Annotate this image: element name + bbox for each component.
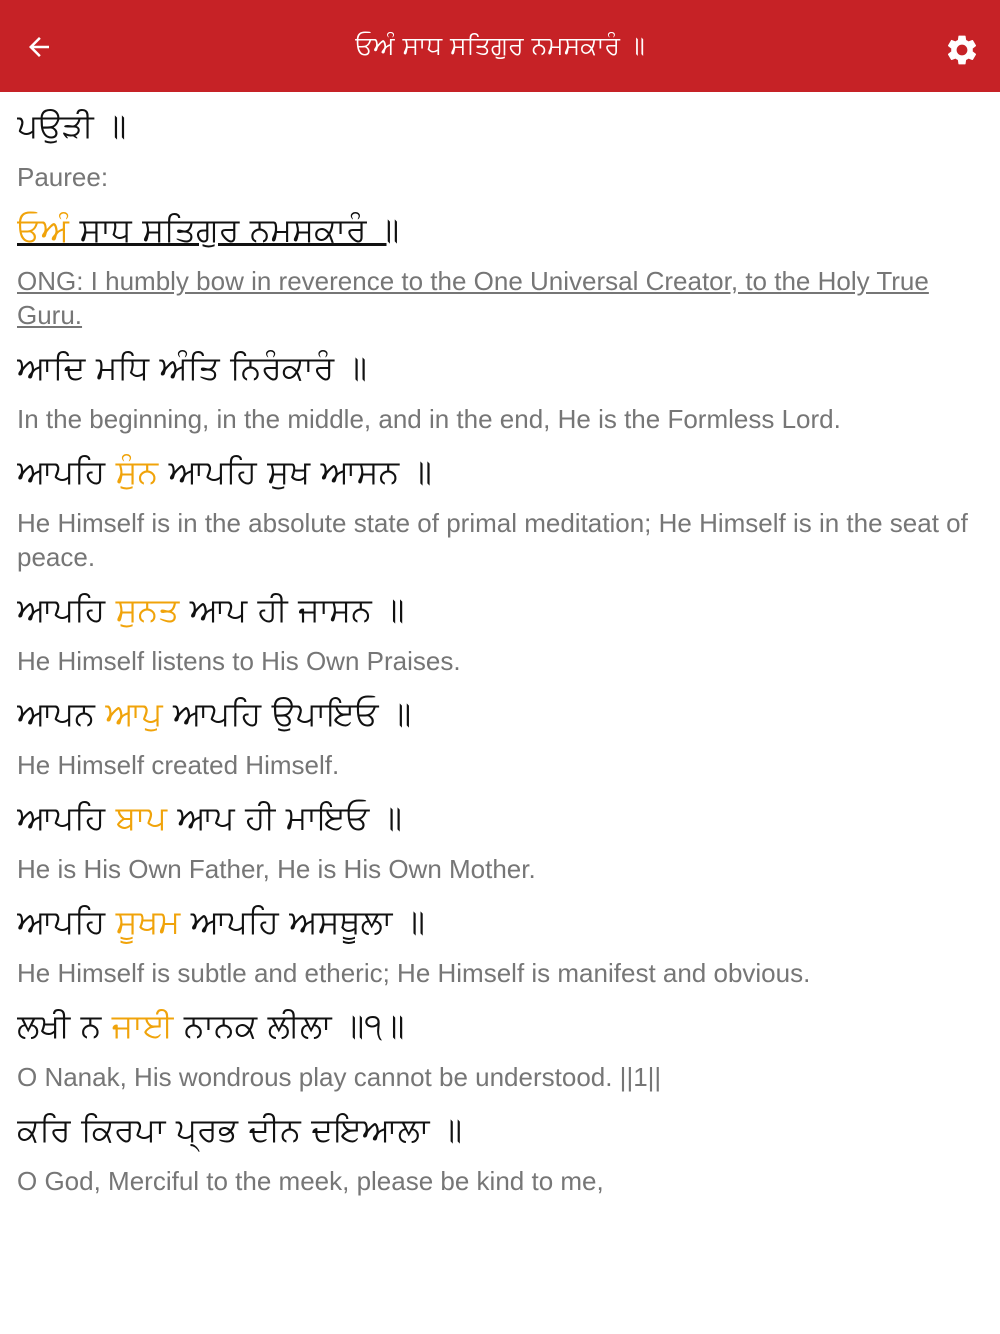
vishraam-word: ਆਪੁ: [105, 694, 163, 733]
verse-block[interactable]: [17, 588, 983, 678]
gurmukhi-line: [17, 450, 983, 494]
english-translation: He Himself created Himself.: [17, 750, 340, 780]
verse-block[interactable]: [17, 104, 983, 194]
gurmukhi-line: [17, 208, 983, 252]
vishraam-word: ਜਾਈ: [111, 1006, 174, 1045]
gurmukhi-line: [17, 796, 983, 840]
english-translation: In the beginning, in the middle, and in the end, He is the Formless Lord.: [17, 404, 841, 434]
gurmukhi-post: ਆਪਹਿ ਸੁਖ ਆਸਨ ॥: [158, 452, 432, 491]
settings-button[interactable]: [942, 30, 982, 70]
vishraam-word: ਓਅੰ: [17, 210, 70, 249]
back-button[interactable]: [18, 26, 60, 68]
verse-block[interactable]: [17, 346, 983, 436]
gurmukhi-pre: ਆਪਨ: [17, 694, 106, 733]
gurmukhi-post: ਆਪਹਿ ਉਪਾਇਓ ॥: [162, 694, 412, 733]
gear-icon: [944, 32, 980, 68]
arrow-left-icon: [24, 32, 54, 62]
gurmukhi-line: [17, 588, 983, 632]
vishraam-word: ਸੁੰਨ: [115, 452, 159, 491]
gurmukhi-pre: ਆਦਿ ਮਧਿ ਅੰਤਿ ਨਿਰੰਕਾਰੰ ॥: [17, 348, 367, 387]
english-translation: ONG: I humbly bow in reverence to the One Universal Creator, to the Holy True Guru.: [17, 266, 929, 330]
gurmukhi-pre: ਆਪਹਿ: [17, 590, 116, 629]
verse-block[interactable]: [17, 1004, 983, 1094]
english-translation: He Himself listens to His Own Praises.: [17, 646, 461, 676]
gurmukhi-pre: ਲਖੀ ਨ: [17, 1006, 112, 1045]
gurmukhi-post: ਸਾਧ ਸਤਿਗੁਰ ਨਮਸਕਾਰੰ ॥: [69, 210, 400, 249]
gurmukhi-line: [17, 1108, 983, 1152]
verse-block[interactable]: [17, 1108, 983, 1198]
shabad-content[interactable]: [17, 92, 983, 1334]
english-translation: He Himself is in the absolute state of primal meditation; He Himself is in the seat of peace.: [17, 508, 968, 572]
gurmukhi-pre: ਕਰਿ ਕਿਰਪਾ ਪ੍ਰਭ ਦੀਨ ਦਇਆਲਾ ॥: [17, 1110, 463, 1149]
verse-block[interactable]: [17, 900, 983, 990]
gurmukhi-pre: ਆਪਹਿ: [17, 798, 116, 837]
verse-block[interactable]: [17, 796, 983, 886]
gurmukhi-post: ਆਪ ਹੀ ਜਾਸਨ ॥: [179, 590, 405, 629]
vishraam-word: ਬਾਪ: [115, 798, 167, 837]
verse-block[interactable]: [17, 450, 983, 574]
gurmukhi-pre: ਪਉੜੀ ॥: [17, 106, 127, 145]
gurmukhi-post: ਨਾਨਕ ਲੀਲਾ ॥੧॥: [173, 1006, 405, 1045]
verse-block[interactable]: [17, 208, 983, 332]
page-title: ਓਅੰ ਸਾਧ ਸਤਿਗੁਰ ਨਮਸਕਾਰੰ ॥: [355, 31, 645, 60]
english-translation: He Himself is subtle and etheric; He Himself is manifest and obvious.: [17, 958, 811, 988]
gurmukhi-post: ਆਪਹਿ ਅਸਥੂਲਾ ॥: [180, 902, 426, 941]
gurmukhi-pre: ਆਪਹਿ: [17, 452, 116, 491]
english-translation: O God, Merciful to the meek, please be kind to me,: [17, 1166, 604, 1196]
verse-block[interactable]: [17, 692, 983, 782]
vishraam-word: ਸੁਨਤ: [115, 590, 180, 629]
english-translation: He is His Own Father, He is His Own Mother.: [17, 854, 536, 884]
english-translation: Pauree:: [17, 162, 109, 192]
vishraam-word: ਸੂਖਮ: [115, 902, 181, 941]
gurmukhi-line: [17, 1004, 983, 1048]
gurmukhi-line: [17, 692, 983, 736]
gurmukhi-line: [17, 104, 983, 148]
app-bar: [0, 0, 1000, 92]
gurmukhi-post: ਆਪ ਹੀ ਮਾਇਓ ॥: [166, 798, 402, 837]
gurmukhi-line: [17, 346, 983, 390]
english-translation: O Nanak, His wondrous play cannot be understood. ||1||: [17, 1062, 662, 1092]
gurmukhi-pre: ਆਪਹਿ: [17, 902, 116, 941]
gurmukhi-line: [17, 900, 983, 944]
